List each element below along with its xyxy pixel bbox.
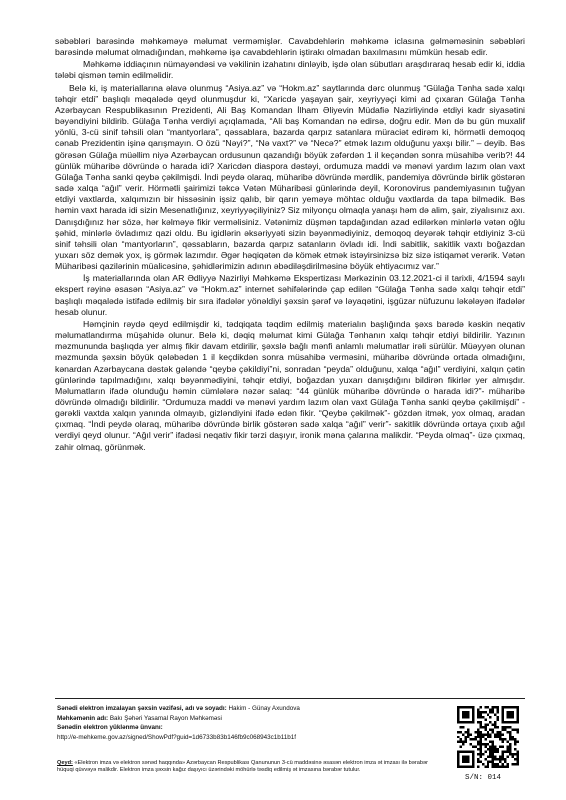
link-value-row[interactable] xyxy=(57,733,437,743)
legal-note xyxy=(57,760,437,775)
signer-value: Hakim - Günay Axundova xyxy=(228,705,300,712)
note-label: Qeyd: xyxy=(57,760,73,766)
paragraph-3: Belə ki, iş materiallarına əlavə olunmuş “Asiya.az” və “Hokm.az” saytlarında dərc olunmuş “Gülağa Tənha sadə xalqı təhqir etdi” başlıqlı məqalədə qeyd olunmuşdur ki, “Xaricdə yaşayan şair, xeyriyyəçi kimi ad çıxaran Gülağa Tənha Azərbaycan Respublikasının Prezidenti, Ali Baş Komandan İlham Əliyevin Müdafiə Nazirliyində etdiyi kadr siyasətini bəyəndiyini bildirib. Gülağa Tənha verdiyi açıqlamada, “Ali baş Komandan nə edirsə, doğru edir. Mən də bu gün muxalif yönlü, 3-cü sinif təhsili olan “mantyorlara”, qəssablara, bazarda qarpız satanlara müraciət edirəm ki, hörmətli demoqoq cənab Prezidentin işinə qarışmayın. O özü “Nəyi?”, “Nə vaxt?” və “Necə?” etmək lazım olduğunu yaxşı bilir.” – deyib. Bəs görəsən Gülağa müəllim niyə Azərbaycan ordusunun qazandığı böyük zəfərdən 1 il keçəndən sonra müsahibə verib?! 44 günlük müharibə dövründə o harada idi? Xaricdən diaspora dəstəyi, ordumuza maddi və mənəvi yardım lazım olan vaxt Gülağa Tənha sanki qeybə çəkilmişdi. İndi peydə olaraq, müharibə dövründə mərdlik, pandemiya dövründə birlik göstərən sadə xalqa “ağıl” verir. Hörmətli şairimizi təkcə Vətən Müharibəsi günlərində deyil, Koronovirus pandemiyasının tuğyan etdiyi vaxtlarda, xalqımızın bir hissəsinin işsiz qalıb, bir qarın yeməyə möhtac olduğu vaxtlarda da tapa bilmədik. Bəs həmin vaxt harada idi sizin Mesenatlığınız, xeyriyyəçiliyiniz? Siz milyonçu olmaqla yanaşı həm də alim, şair, ziyalısınız axı. Danışdığınız hər sözə, hər kəlməyə fikir verməlisiniz. Vətənimiz düşmən tapdağından azad edilərkən minlərlə vətən oğlu şəhid, minlərlə övladımız qazi oldu. Bu igidlərin əksəriyyəti sizin bəyənmədiyiniz, demoqoq deyərək təhqir etdiyiniz 3-cü sinif təhsili olan “mantyorların”, qəssabların, bazarda qarpız satanların övladı idi. İndi sabitlik, sakitlik vaxtı boğazdan yuxarı söz demək yox, iş görmək lazımdır. Əgər həqiqətən də kömək etmək istəyirsinizsə biz sizə istiqamət verərik. Vətən Müharibəsi qazilərinin müalicəsinə, şəhidlərimizin adının əbədiləşdirilməsinə böyük ehtiyacımız var.” xyxy=(55,82,525,272)
footer-divider xyxy=(55,698,525,699)
document-body xyxy=(55,36,525,454)
signature-footer xyxy=(55,698,525,800)
paragraph-2: Məhkəmə iddiaçının nümayəndəsi və vəkilinin izahatını dinləyib, işdə olan sübutları araşdıraraq hesab edir ki, iddia tələbi qismən təmin edilməlidir. xyxy=(55,59,525,81)
paragraph-1: səbəbləri barəsində məhkəməyə məlumat verməmişlər. Cavabdehlərin məhkəmə iclasına gəlməməsinin səbəbləri barəsində məlumat olmadığından, məhkəmə işə cavabdehlərin iştirakı olmadan baxılmasını mümkün hesab edir. xyxy=(55,36,525,58)
signer-label: Sənədi elektron imzalayan şəxsin vəzifəsi, adı və soyadı: xyxy=(57,705,227,712)
download-link[interactable]: http://e-mehkeme.gov.az/signed/ShowPdf?guid=1d6733b83b146fb9c068943c1b11b1f xyxy=(57,733,297,741)
note-text: «Elektron imza və elektron sənəd haqqında» Azərbaycan Respublikası Qanununun 3-cü maddəsinə əsasən elektron imza ət imzası ilə bərabər hüquqi qüvvəyə malikdir. Elektron imza şəxsin kağız daşıyıcı üzərindəki möhürlə təsdiq edilmiş ət imzasına bərabər tutulur. xyxy=(57,760,428,774)
court-value: Bakı Şəhəri Yasamal Rayon Məhkəməsi xyxy=(109,714,222,722)
link-label-row xyxy=(57,723,437,733)
link-label: Sənədin elektron yüklənmə ünvanı: xyxy=(57,724,163,731)
paragraph-5: Həmçinin rəydə qeyd edilmişdir ki, tədqiqata təqdim edilmiş materialın başlığında şəxs barədə kəskin neqativ məlumatlandırma müşahidə olunur. Belə ki, dəqiq məlumat kimi Gülağa Tənhanın xalqı təhqir etdiyi bildirilir. Yazının məzmununda başlıqda yer almış fikir davam etdirilir, şəxslə bağlı mənfi anlamlı məlumatlar irəli sürülür. Müəyyən olunan məzmunda şəxsin böyük qələbədən 1 il keçdikdən sonra müsahibə verməsini, müharibə dövründə ortada olmadığını, kənardan Azərbaycana dəstək gələndə “qeybə çəkildiyi”ni, sonradan “peyda” olduğunu, xalqa “ağıl” verdiyini, xalqın çətin günlərində tapılmadığını, xalqı bəyənmədiyini, təhqir etdiyi, boğazdan yuxarı danışdığını bildirən fikirlər yer almışdır. Məlumatların ifadə olunduğu həmin cümlələrə nəzər salaq: “44 günlük müharibə dövründə o harada idi?”- müharibə dövründə olmadığı bildirilir. “Ordumuza maddi və mənəvi yardım lazım olan vaxt Gülağa Tənha sanki qeybə çəkilmişdi” - gərəkli vaxtda xalqın yanında olmayıb, gizləndiyini ifadə edən fikir. “Qeybə çəkilmək”- gözdən itmək, yox olmaq, aradan çıxmaq. “İndi peydə olaraq, müharibə dövründə birlik göstərən sadə xalqa “ağıl” verir”- sakitlik dövründə ortaya çıxıb ağıl verdiyi qeyd olunur. “Ağıl verir” ifadəsi neqativ fikir tərzi daşıyır, ironik məna çalarına malikdir. “Peyda olmaq”- üzə çıxmaq, zahir olmaq, görünmək. xyxy=(55,318,525,452)
qr-code-icon xyxy=(453,706,523,768)
court-label: Məhkəmənin adı: xyxy=(57,714,109,722)
court-row xyxy=(57,714,437,724)
serial-number: S/N: 014 xyxy=(465,774,502,782)
signer-row xyxy=(57,704,437,714)
paragraph-4: İş materiallarında olan AR Ədliyyə Nazirliyi Məhkəmə Ekspertizası Mərkəzinin 03.12.2021-ci il tarixli, 4/1594 saylı ekspert rəyinə əsasən “Asiya.az” və “Hokm.az” internet səhifələrində çap edilən “Gülağa Tənha sadə xalqı təhqir etdi” başlıqlı məqalədə istifadə edilmiş bir sıra ifadələr yönəldiyi şəxsin şərəf və ləyaqətini, işgüzar nüfuzunu ləkələyən ifadələr hesab olunur. xyxy=(55,273,525,317)
signature-meta xyxy=(57,704,437,742)
